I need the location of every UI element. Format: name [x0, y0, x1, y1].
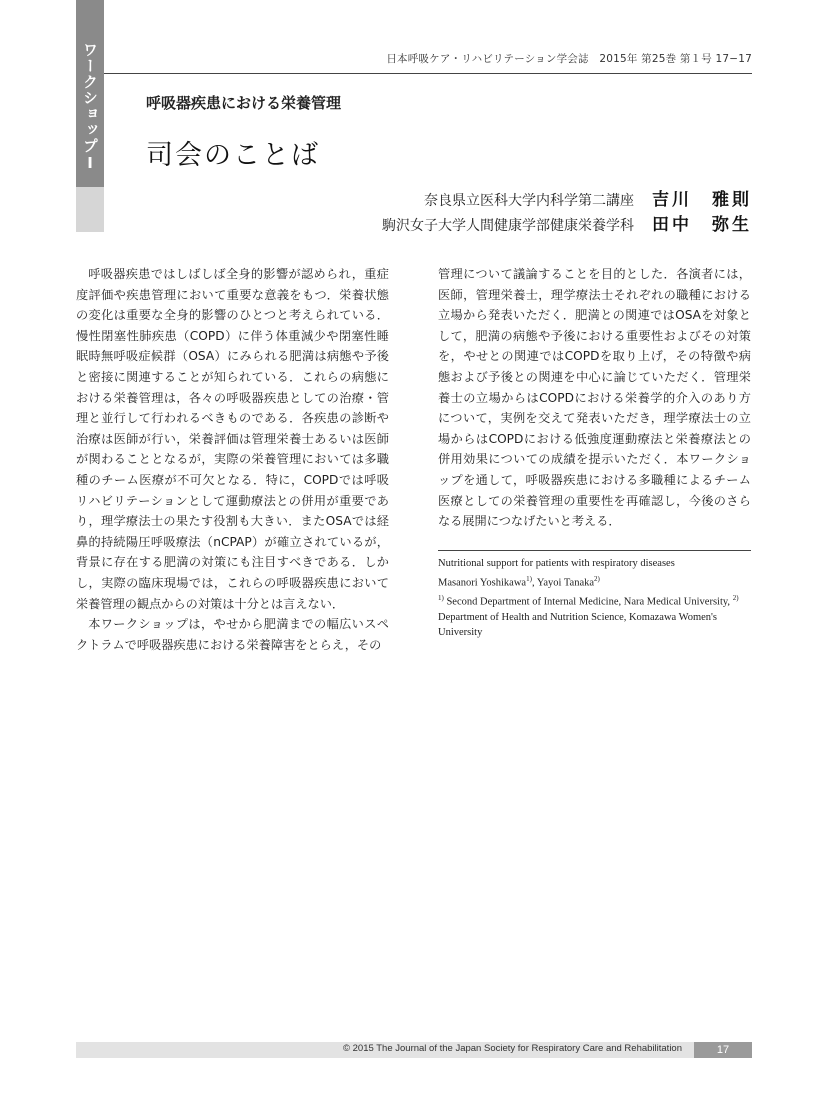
english-author-name: Masanori Yoshikawa	[438, 577, 527, 588]
body-column-left	[76, 264, 389, 655]
footer-copyright: © 2015 The Journal of the Japan Society for Respiratory Care and Rehabilitation	[343, 1043, 682, 1054]
journal-header: 日本呼吸ケア・リハビリテーション学会誌 2015年 第25巻 第１号 17−17	[386, 53, 752, 65]
footer-bar	[76, 1042, 694, 1058]
author-affiliation: 奈良県立医科大学内科学第二講座	[424, 193, 634, 209]
article-subtitle: 呼吸器疾患における栄養管理	[146, 94, 342, 112]
section-tab-label: ワークショップI	[81, 42, 99, 173]
body-paragraph: 呼吸器疾患ではしばしば全身的影響が認められ，重症度評価や疾患管理において重要な意義をもつ．栄養状態の変化は重要な全身的影響のひとつと考えられている．慢性閉塞性肺疾患（COPD）に伴う体重減少や閉塞性睡眠時無呼吸症候群（OSA）にみられる肥満は病態や予後と密接に関連することが知られている．これらの病態における栄養管理は，各々の呼吸器疾患としての治療・管理と並行して行われるべきものである．各疾患の診断や治療は医師が行い，栄養評価は管理栄養士あるいは医師が関わることとなるが，実際の栄養管理においては多職種のチーム医療が不可欠となる．特に，COPDでは呼吸リハビリテーションとして運動療法との併用が重要であり，理学療法士の果たす役割も大きい．またOSAでは経鼻的持続陽圧呼吸療法（nCPAP）が確立されているが，背景に存在する肥満の対策にも注目すべきである．しかし，実際の臨床現場では，これらの呼吸器疾患において栄養管理の観点からの対策は十分とは言えない．	[76, 267, 389, 611]
separator: ,	[531, 577, 537, 588]
section-tab-accent	[76, 187, 104, 232]
english-authors	[438, 572, 751, 591]
english-author-name: Yayoi Tanaka	[536, 577, 595, 588]
english-affiliation: Second Department of Internal Medicine, Nara Medical University,	[443, 596, 733, 607]
author-row	[382, 210, 752, 235]
author-affiliation: 駒沢女子大学人間健康学部健康栄養学科	[382, 218, 634, 234]
english-abstract-block	[438, 550, 751, 641]
affiliation-marker: 1)	[526, 574, 532, 583]
body-paragraph: 本ワークショップは，やせから肥満までの幅広いスペクトラムで呼吸器疾患における栄養障害をとらえ，その	[76, 617, 389, 652]
header-rule	[104, 73, 752, 74]
author-row	[424, 185, 752, 210]
page-number: 17	[694, 1042, 752, 1058]
body-paragraph: 管理について議論することを目的とした．各演者には，医師，管理栄養士，理学療法士それぞれの職種における立場から発表いただく．肥満との関連ではOSAを対象として，肥満の病態や予後における重要性およびその対策を，やせとの関連ではCOPDを取り上げ，その特徴や病態および予後との関連を中心に論じていただく．管理栄養士の立場からはCOPDにおける栄養学的介入のあり方について，実例を交えて発表いただき，理学療法士の立場からはCOPDにおける低強度運動療法と栄養療法との併用効果についての成績を提示いただく．本ワークショップを通して，呼吸器疾患における多職種によるチーム医療としての栄養管理の重要性を再確認し，今後のさらなる展開につなげたいと考える．	[438, 267, 751, 529]
affiliation-marker: 2)	[594, 574, 600, 583]
body-column-right	[438, 264, 751, 532]
english-title: Nutritional support for patients with respiratory diseases	[438, 558, 675, 569]
affiliation-marker: 1)	[438, 593, 444, 602]
english-affiliations	[438, 591, 751, 641]
section-tab	[76, 0, 104, 187]
article-title: 司会のことば	[146, 140, 320, 171]
author-name: 吉川 雅則	[652, 190, 752, 210]
affiliation-marker: 2)	[732, 593, 739, 602]
author-name: 田中 弥生	[652, 215, 752, 235]
english-affiliation: Department of Health and Nutrition Science, Komazawa Women's University	[438, 611, 718, 638]
